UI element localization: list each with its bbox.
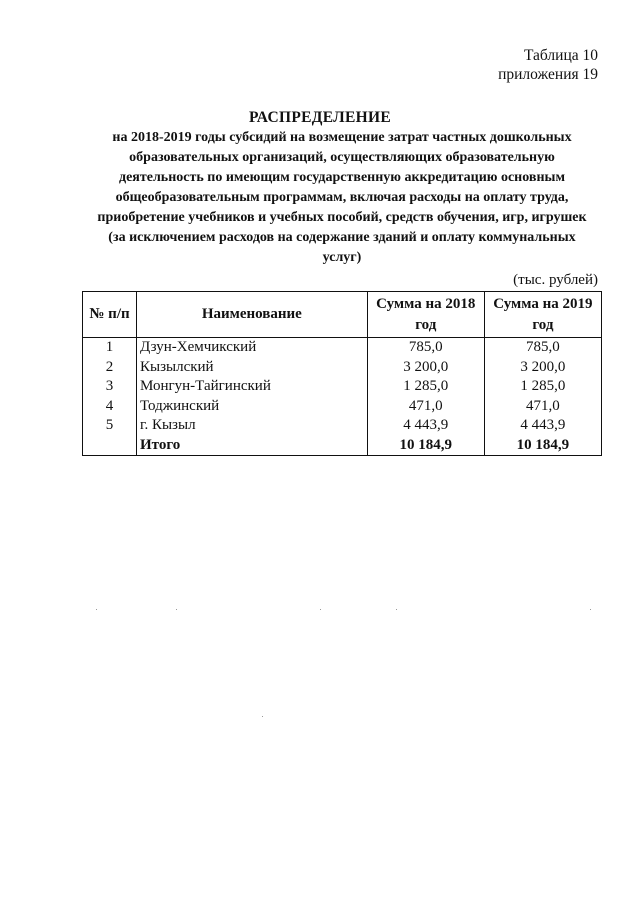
subtitle-line: общеобразовательным программам, включая расходы на оплату труда, — [115, 190, 569, 205]
row-sum-2019: 785,0 — [484, 338, 601, 358]
scan-speck — [396, 609, 397, 610]
row-name: Дзун-Хемчикский — [137, 338, 368, 358]
total-sum-2019: 10 184,9 — [484, 436, 601, 456]
row-name: Монгун-Тайгинский — [137, 377, 368, 397]
scan-speck — [320, 609, 321, 610]
row-sum-2019: 471,0 — [484, 397, 601, 417]
row-name: Тоджинский — [137, 397, 368, 417]
row-num: 5 — [83, 416, 137, 436]
scan-speck — [590, 609, 591, 610]
row-sum-2019: 1 285,0 — [484, 377, 601, 397]
subtitle-line: на 2018-2019 годы субсидий на возмещение затрат частных дошкольных — [112, 130, 572, 145]
table-row — [83, 338, 602, 358]
row-num: 2 — [83, 358, 137, 378]
table-row — [83, 358, 602, 378]
table-row — [83, 416, 602, 436]
document-subtitle — [92, 128, 592, 268]
subtitle-line: (за исключением расходов на содержание зданий и оплату коммунальных — [108, 230, 576, 245]
distribution-table — [82, 291, 602, 456]
total-label: Итого — [137, 436, 368, 456]
subtitle-line: образовательных организаций, осуществляющих образовательную — [129, 150, 555, 165]
row-sum-2018: 1 285,0 — [367, 377, 484, 397]
total-sum-2018: 10 184,9 — [367, 436, 484, 456]
row-sum-2019: 4 443,9 — [484, 416, 601, 436]
document-reference — [498, 46, 598, 84]
scan-speck — [96, 609, 97, 610]
total-num — [83, 436, 137, 456]
row-num: 1 — [83, 338, 137, 358]
appendix-reference: приложения 19 — [498, 66, 598, 83]
document-title: РАСПРЕДЕЛЕНИЕ — [249, 109, 391, 126]
row-name: г. Кызыл — [137, 416, 368, 436]
row-sum-2019: 3 200,0 — [484, 358, 601, 378]
subtitle-line: услуг) — [322, 250, 362, 265]
row-name: Кызылский — [137, 358, 368, 378]
subtitle-line: деятельность по имеющим государственную аккредитацию основным — [118, 170, 565, 185]
row-sum-2018: 3 200,0 — [367, 358, 484, 378]
header-sum-2019: Сумма на 2019 год — [484, 292, 601, 338]
scan-speck — [262, 716, 263, 717]
table-reference: Таблица 10 — [523, 47, 598, 64]
row-sum-2018: 4 443,9 — [367, 416, 484, 436]
row-sum-2018: 785,0 — [367, 338, 484, 358]
header-sum-2018: Сумма на 2018 год — [367, 292, 484, 338]
table-total-row — [83, 436, 602, 456]
units-label: (тыс. рублей) — [513, 272, 598, 288]
subtitle-line: приобретение учебников и учебных пособий, средств обучения, игр, игрушек — [97, 210, 587, 225]
row-num: 3 — [83, 377, 137, 397]
row-sum-2018: 471,0 — [367, 397, 484, 417]
table-header-row — [83, 292, 602, 338]
header-num: № п/п — [83, 292, 137, 338]
row-num: 4 — [83, 397, 137, 417]
table-row — [83, 377, 602, 397]
scan-speck — [176, 609, 177, 610]
table-row — [83, 397, 602, 417]
header-name: Наименование — [137, 292, 368, 338]
